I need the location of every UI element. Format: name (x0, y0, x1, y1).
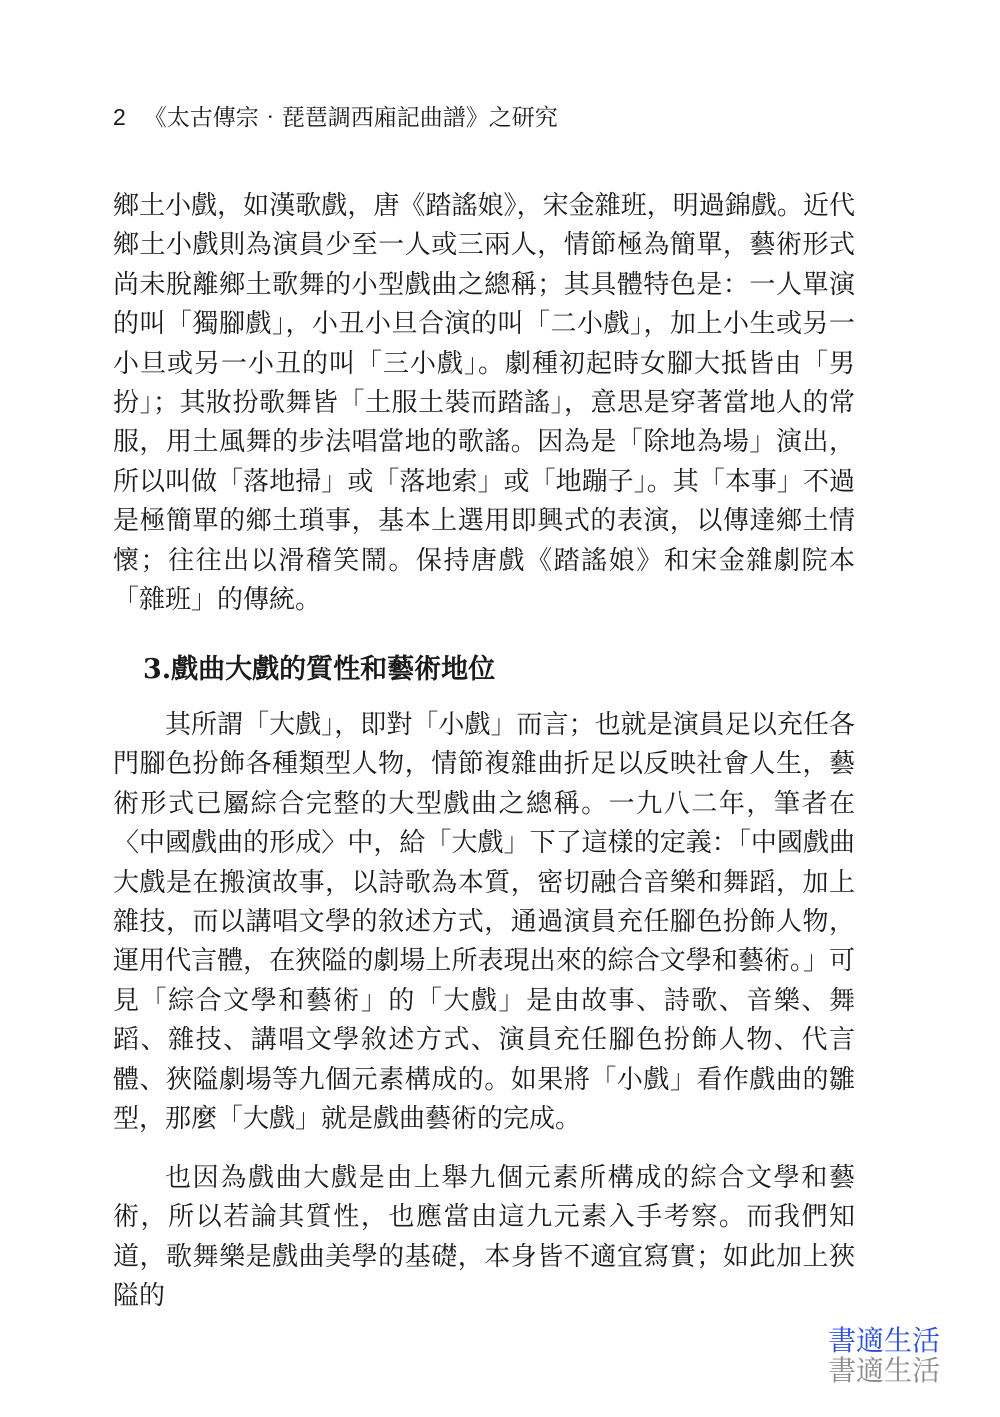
publisher-watermark (828, 1326, 940, 1386)
watermark-line-1: 書適生活 (827, 1324, 940, 1357)
running-header (113, 100, 558, 135)
section-heading: 3.戲曲大戲的質性和藝術地位 (143, 654, 496, 685)
watermark-line-2: 書適生活 (827, 1354, 940, 1387)
paragraph-3: 也因為戲曲大戲是由上舉九個元素所構成的綜合文學和藝術，所以若論其質性，也應當由這九元素入手考察。而我們知道，歌舞樂是戲曲美學的基礎，本身皆不適宜寫實；如此加上狹隘的 (113, 1163, 855, 1312)
paragraph-1: 鄉土小戲，如漢歌戲，唐《踏謠娘》，宋金雜班，明過錦戲。近代鄉土小戲則為演員少至一人或三兩人，情節極為簡單，藝術形式尚未脫離鄉土歌舞的小型戲曲之總稱；其具體特色是：一人單演的叫「獨腳戲」，小丑小旦合演的叫「二小戲」，加上小生或另一小旦或另一小丑的叫「三小戲」。劇種初起時女腳大抵皆由「男扮」；其妝扮歌舞皆「土服土裝而踏謠」，意思是穿著當地人的常服，用土風舞的步法唱當地的歌謠。因為是「除地為場」演出，所以叫做「落地掃」或「落地索」或「地蹦子」。其「本事」不過是極簡單的鄉土瑣事，基本上選用即興式的表演，以傳達鄉土情懷；往往出以滑稽笑鬧。保持唐戲《踏謠娘》和宋金雜劇院本「雜班」的傳統。 (113, 191, 855, 616)
paragraph-2: 其所謂「大戲」，即對「小戲」而言；也就是演員足以充任各門腳色扮飾各種類型人物，情節複雜曲折足以反映社會人生，藝術形式已屬綜合完整的大型戲曲之總稱。一九八二年，筆者在〈中國戲曲的形成〉中，給「大戲」下了這樣的定義：「中國戲曲大戲是在搬演故事，以詩歌為本質，密切融合音樂和舞蹈，加上雜技，而以講唱文學的敘述方式，通過演員充任腳色扮飾人物，運用代言體，在狹隘的劇場上所表現出來的綜合文學和藝術。」可見「綜合文學和藝術」的「大戲」是由故事、詩歌、音樂、舞蹈、雜技、講唱文學敘述方式、演員充任腳色扮飾人物、代言體、狹隘劇場等九個元素構成的。如果將「小戲」看作戲曲的雛型，那麼「大戲」就是戲曲藝術的完成。 (113, 710, 855, 1135)
page-number: 2 (113, 104, 126, 130)
book-title: 《太古傳宗‧琵琶調西廂記曲譜》之研究 (143, 105, 558, 131)
